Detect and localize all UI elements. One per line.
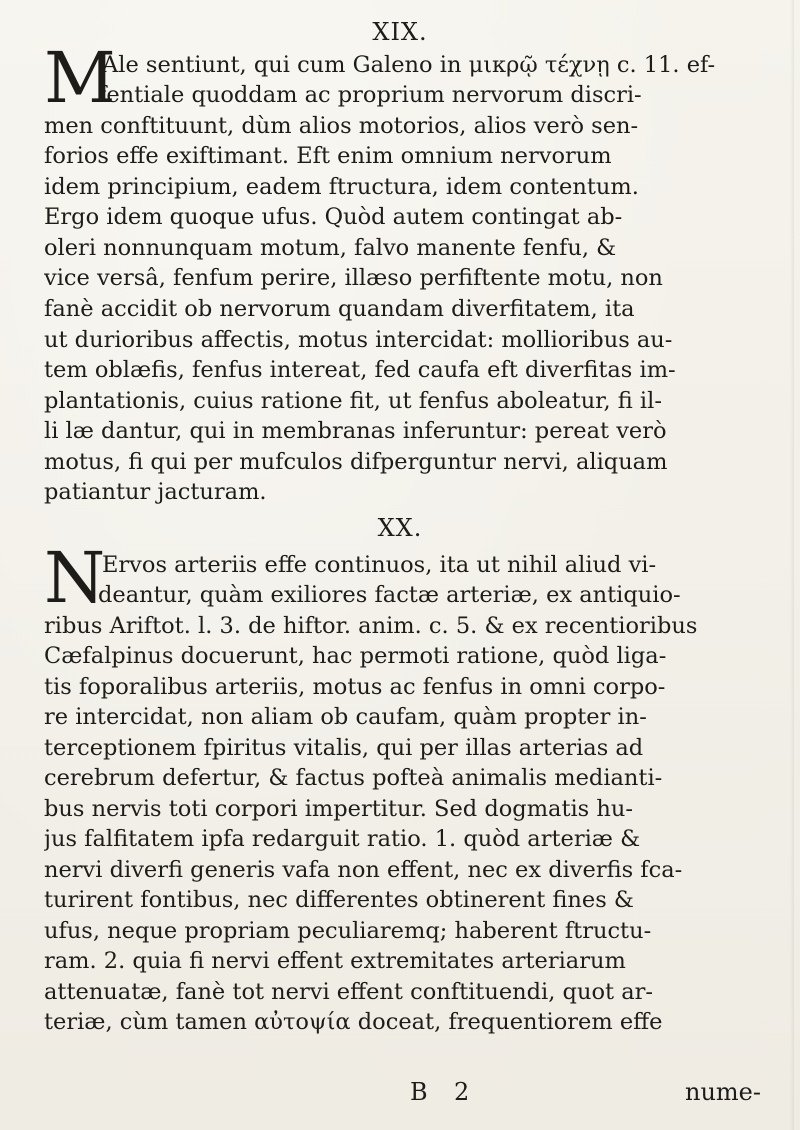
catchword: nume- [685,1078,761,1106]
text-line: Ervos arteriis effe continuos, ita ut nihil aliud vi- [102,552,657,578]
text-line: cerebrum defertur, & factus pofteà animalis medianti- [44,765,663,791]
signature-mark: B [410,1078,428,1106]
text-line: turirent fontibus, nec differentes obtinerent fines & [44,887,634,913]
text-line: motus, fi qui per mufculos difperguntur nervi, aliquam [44,449,668,475]
text-line: fanè accidit ob nervorum quandam diverfitatem, ita [44,296,635,322]
text-line: li læ dantur, qui in membranas inferuntur: pereat verò [44,418,667,444]
text-line: Ergo idem quoque ufus. Quòd autem contingat ab- [44,204,623,230]
text-line: teriæ, cùm tamen αὐτοψία doceat, frequentiorem effe [44,1009,663,1035]
text-line: deantur, quàm exiliores factæ arteriæ, ex antiquio- [98,582,681,608]
text-line: attenuatæ, fanè tot nervi effent conftituendi, quot ar- [44,979,653,1005]
text-line: tem oblæfis, fenfus intereat, fed caufa eft diverfitas im- [44,357,676,383]
text-line: Ale sentiunt, qui cum Galeno in μικρῷ τέχνῃ c. 11. ef- [102,52,716,78]
page-footer [410,1078,761,1106]
text-line: ribus Ariftot. l. 3. de hiftor. anim. c. 5. & ex recentioribus [44,613,698,639]
text-line: vice versâ, fenfum perire, illæso perfiftente motu, non [44,265,663,291]
text-line: fentiale quoddam ac proprium nervorum discri- [98,82,642,108]
text-line: jus falfitatem ipfa redarguit ratio. 1. quòd arteriæ & [44,826,641,852]
dropcap-n: N [44,537,106,619]
text-line: bus nervis toti corpori impertitur. Sed dogmatis hu- [44,796,633,822]
text-line: ut durioribus affectis, motus intercidat: mollioribus au- [44,327,673,353]
text-line: ram. 2. quia fi nervi effent extremitates arteriarum [44,948,626,974]
section-heading-19: XIX. [372,18,428,46]
text-line: plantationis, cuius ratione fit, ut fenfus aboleatur, fi il- [44,388,662,414]
text-line: terceptionem fpiritus vitalis, qui per illas arterias ad [44,735,644,761]
text-line: patiantur jacturam. [44,479,267,505]
text-line: Cæfalpinus docuerunt, hac permoti ratione, quòd liga- [44,643,667,669]
text-line: oleri nonnunquam motum, falvo manente fenfu, & [44,235,617,261]
text-line: re intercidat, non aliam ob caufam, quàm propter in- [44,704,647,730]
text-line: forios effe exiftimant. Eft enim omnium nervorum [44,143,612,169]
page-edge-shadow [790,0,794,1130]
text-line: tis foporalibus arteriis, motus ac fenfus in omni corpo- [44,674,666,700]
text-line: men conftituunt, dùm alios motorios, alios verò sen- [44,113,639,139]
dropcap-m: M [44,37,116,119]
signature-number: 2 [454,1078,470,1106]
text-line: idem principium, eadem ftructura, idem contentum. [44,174,639,200]
text-line: nervi diverfi generis vafa non effent, nec ex diverfis fca- [44,857,683,883]
text-line: ufus, neque propriam peculiaremq; haberent ftructu- [44,918,652,944]
section-heading-20: XX. [377,514,423,542]
